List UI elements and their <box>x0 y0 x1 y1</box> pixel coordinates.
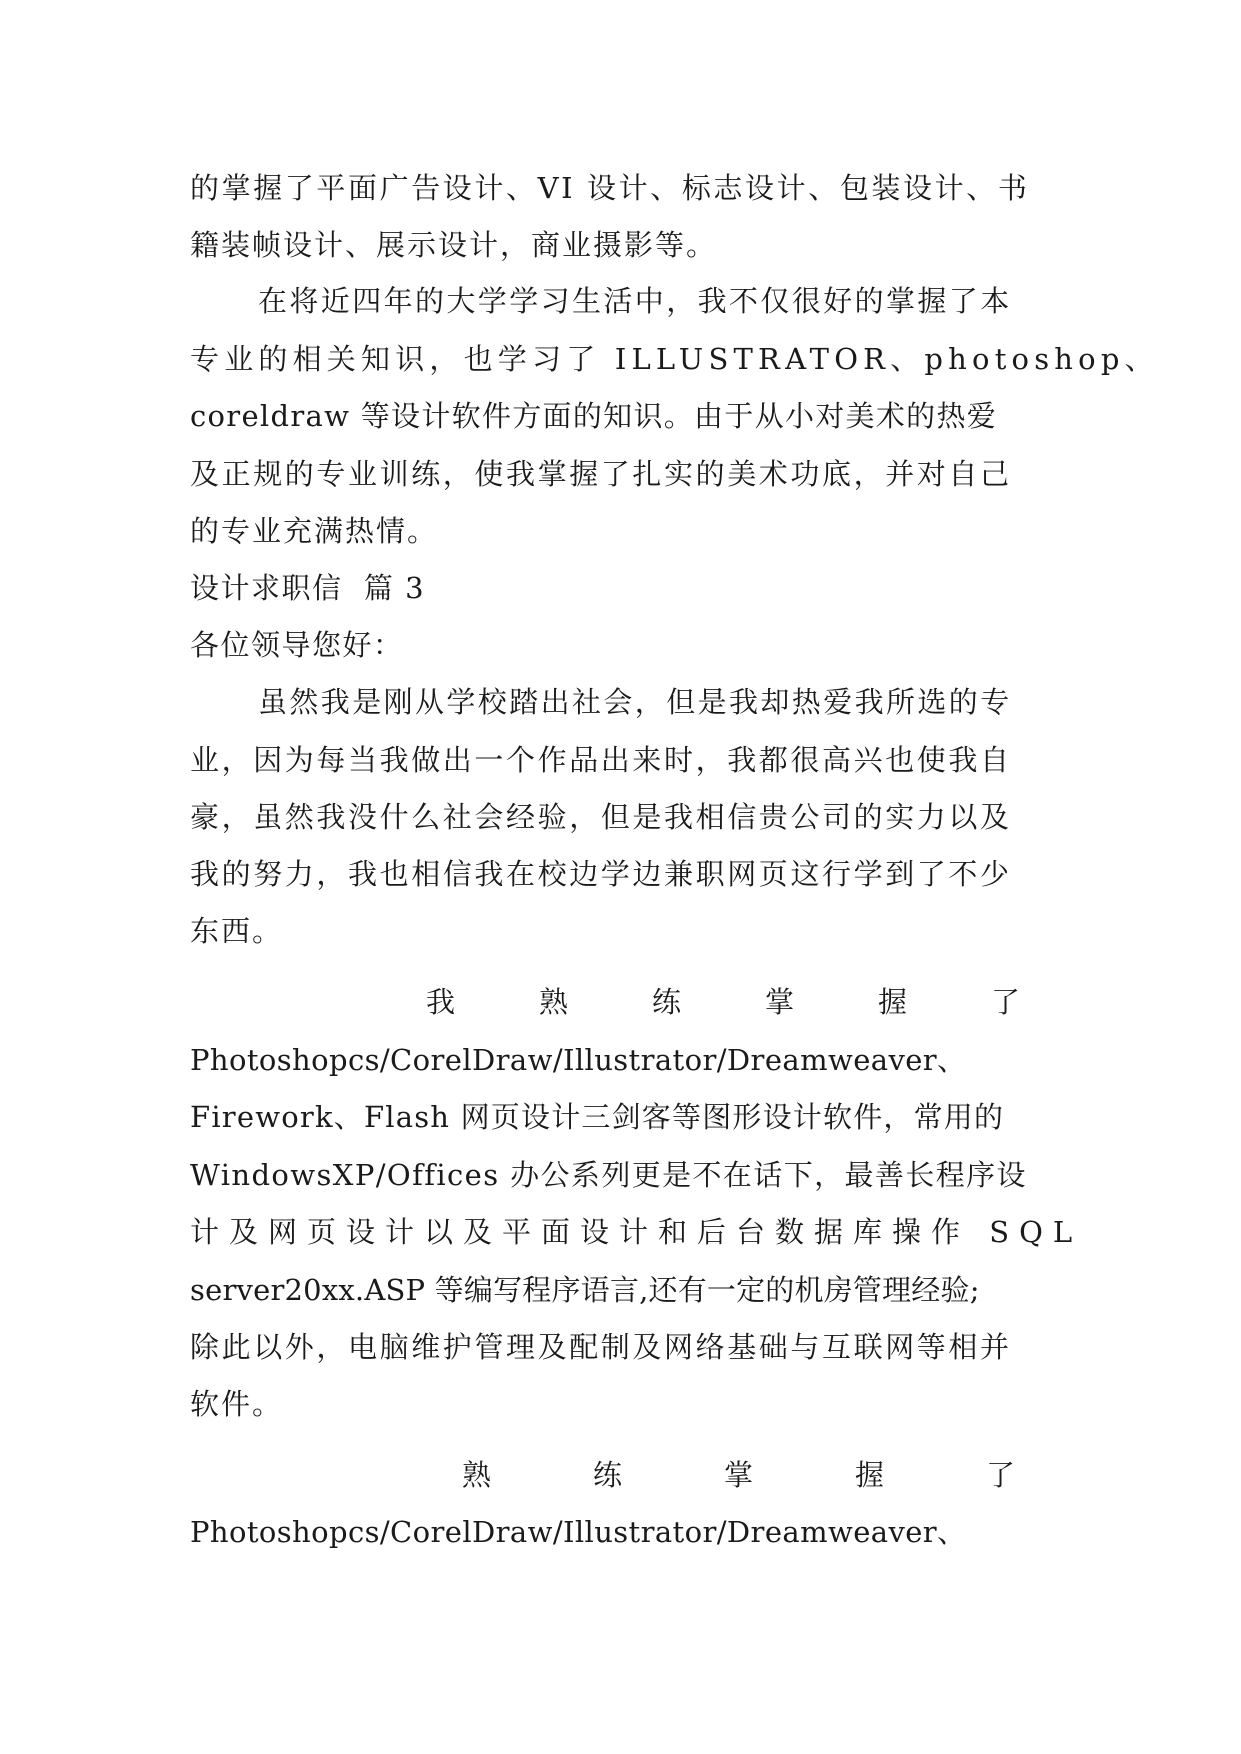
text-line <box>190 845 1052 903</box>
text-line <box>190 1318 1052 1376</box>
text-line <box>190 673 1052 731</box>
text-line-content: 虽然我是刚从学校踏出社会，但是我却热爱我所选的专 <box>258 685 1012 719</box>
section-heading-text: 设计求职信 篇 3 <box>190 571 426 605</box>
text-line-content: 在将近四年的大学学习生活中，我不仅很好的掌握了本 <box>258 284 1012 318</box>
text-line <box>190 1203 1083 1261</box>
text-line <box>190 1261 1052 1319</box>
section-heading <box>190 559 1052 617</box>
text-line-content: Firework、Flash 网页设计三剑客等图形设计软件，常用的 <box>190 1100 1005 1134</box>
text-line <box>190 445 1052 503</box>
text-line-content: 我的努力，我也相信我在校边学边兼职网页这行学到了不少 <box>190 857 1012 891</box>
text-line-content: Photoshopcs/CorelDraw/Illustrator/Dreamweaver、 <box>190 1515 967 1549</box>
text-line-content: 东西。 <box>190 914 284 948</box>
text-line <box>190 330 1159 388</box>
text-line-content: 籍装帧设计、展示设计，商业摄影等。 <box>190 228 718 262</box>
salutation <box>190 616 1052 674</box>
text-line <box>190 272 1052 330</box>
text-line <box>190 1146 1052 1204</box>
text-line-content: 的专业充满热情。 <box>190 514 439 548</box>
text-line-content: 及正规的专业训练，使我掌握了扎实的美术功底，并对自己 <box>190 457 1012 491</box>
text-line-content: 豪，虽然我没什么社会经验，但是我相信贵公司的实力以及 <box>190 800 1012 834</box>
text-line <box>190 1503 1052 1561</box>
text-line-content: 软件。 <box>190 1387 284 1421</box>
text-line <box>190 902 1052 960</box>
salutation-text: 各位领导您好： <box>190 628 404 662</box>
text-line <box>190 502 1052 560</box>
text-line <box>190 387 1052 445</box>
text-line <box>190 1031 1052 1089</box>
text-line-content: WindowsXP/Offices 办公系列更是不在话下，最善长程序设 <box>190 1158 1027 1192</box>
text-line-content: 的掌握了平面广告设计、VI 设计、标志设计、包装设计、书 <box>190 171 1030 205</box>
text-line-content: 计及网页设计以及平面设计和后台数据库操作 SQL <box>190 1215 1083 1249</box>
text-line-content: 除此以外，电脑维护管理及配制及网络基础与互联网等相并 <box>190 1330 1012 1364</box>
text-line-content: 业，因为每当我做出一个作品出来时，我都很高兴也使我自 <box>190 743 1012 777</box>
text-line-content: 专业的相关知识，也学习了 ILLUSTRATOR、photoshop、 <box>190 342 1159 376</box>
text-line-content: 熟练掌握了 <box>462 1458 1118 1492</box>
text-line-content: Photoshopcs/CorelDraw/Illustrator/Dreamweaver、 <box>190 1043 967 1077</box>
text-line <box>190 731 1052 789</box>
text-line-content: coreldraw 等设计软件方面的知识。由于从小对美术的热爱 <box>190 399 998 433</box>
text-line-content: server20xx.ASP 等编写程序语言,还有一定的机房管理经验; <box>190 1273 980 1307</box>
text-line <box>190 1375 1052 1433</box>
text-line-content: 我熟练掌握了 <box>426 985 1105 1019</box>
text-line <box>190 216 1052 274</box>
text-line-spread <box>190 1446 1118 1504</box>
text-line <box>190 1088 1052 1146</box>
text-line <box>190 788 1052 846</box>
text-line <box>190 159 1052 217</box>
text-line-spread <box>190 973 1105 1031</box>
